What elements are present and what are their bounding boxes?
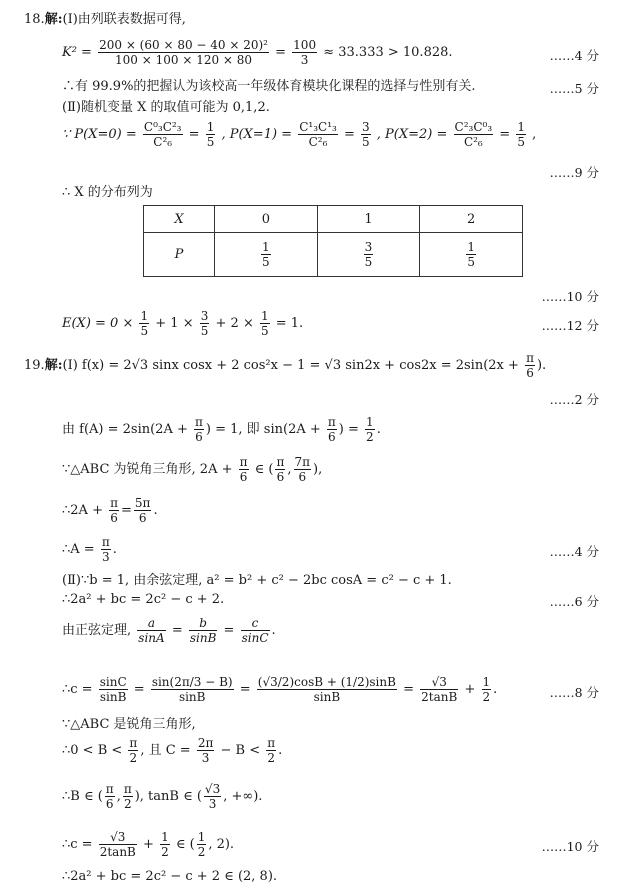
- score-mark: ……6 分: [549, 594, 599, 609]
- denominator: sinB: [257, 689, 397, 704]
- numerator: 1: [140, 309, 149, 323]
- k2-numerator: 200 × (60 × 80 − 40 × 20)²: [99, 38, 268, 52]
- numerator: 5π: [134, 496, 151, 510]
- text: ) = 1, 即 sin(2A +: [205, 422, 321, 437]
- text: , +∞).: [223, 789, 263, 804]
- conclusion-line: ∴有 99.9%的把握认为该校高一年级体育模块化课程的选择与性别有关.: [62, 79, 476, 94]
- numerator: π: [129, 736, 138, 750]
- score-mark: ……2 分: [549, 392, 599, 407]
- step-line: ∴2a² + bc = 2c² − c + 2 ∈ (2, 8).: [62, 869, 278, 884]
- text: ∈ (: [175, 837, 195, 852]
- plus: +: [464, 682, 476, 697]
- fraction: [123, 782, 133, 811]
- numerator: 1: [262, 240, 270, 254]
- table-cell: [215, 233, 318, 277]
- denominator: 6: [134, 510, 152, 525]
- text: ∴B ∈ (: [62, 789, 103, 804]
- k2-denominator: 100 × 100 × 120 × 80: [98, 52, 269, 67]
- denominator: 2: [482, 690, 491, 704]
- text: ∴A =: [62, 542, 95, 557]
- numerator: 1: [467, 240, 475, 254]
- numerator: π: [110, 496, 118, 510]
- text: ), tanB ∈ (: [134, 789, 202, 804]
- denominator: 5: [260, 324, 269, 338]
- denominator: 3: [292, 52, 317, 67]
- step-line: [62, 616, 276, 646]
- text: ∴c =: [62, 837, 93, 852]
- denominator: C²₆: [298, 134, 338, 149]
- denominator: 3: [197, 750, 215, 765]
- fraction: [525, 351, 535, 380]
- score-mark: ……5 分: [549, 81, 599, 96]
- numerator: 3: [200, 309, 209, 323]
- denominator: 5: [362, 135, 370, 149]
- distribution-table: [143, 205, 523, 277]
- table-cell: 0: [215, 206, 318, 233]
- fraction: [160, 830, 170, 859]
- numerator: b: [199, 616, 207, 630]
- text: , 且 C =: [140, 743, 191, 758]
- p0-lhs: ∵ P(X=0) =: [62, 127, 137, 142]
- table-cell: [420, 233, 523, 277]
- denominator: sinC: [241, 631, 269, 645]
- denominator: 2: [161, 845, 169, 859]
- numerator: 2π: [197, 736, 214, 750]
- text: ∵△ABC 为锐角三角形, 2A +: [62, 462, 233, 477]
- expression-end: ).: [536, 358, 547, 373]
- distribution-caption: ∴ X 的分布列为: [62, 185, 153, 200]
- step-line: [62, 830, 234, 860]
- numerator: 3: [362, 120, 370, 134]
- step-line: [62, 782, 262, 812]
- numerator: √3: [431, 675, 447, 689]
- denominator: C²₆: [143, 134, 183, 149]
- numerator: 100: [293, 38, 317, 52]
- text: ∴0 < B <: [62, 743, 123, 758]
- e-lhs: E(X) = 0 ×: [62, 316, 134, 331]
- denominator: sinB: [189, 631, 217, 645]
- fraction: [294, 455, 312, 484]
- text: .: [153, 503, 158, 518]
- numerator: c: [251, 616, 259, 630]
- text: ) =: [338, 422, 359, 437]
- denominator: 6: [195, 430, 203, 444]
- problem-number: 18.: [24, 12, 45, 27]
- operator: + 1 ×: [155, 316, 194, 331]
- k2-lhs: K² =: [62, 45, 92, 60]
- fraction: [99, 830, 137, 859]
- fraction: [128, 736, 138, 765]
- equals: =: [223, 623, 235, 638]
- fraction: [189, 616, 218, 645]
- text: ∴c =: [62, 682, 93, 697]
- fraction: [257, 675, 397, 704]
- denominator: 5: [467, 255, 475, 269]
- score-mark: ……10 分: [541, 289, 599, 304]
- equals: =: [343, 127, 355, 142]
- fraction: [266, 736, 276, 765]
- denominator: 6: [110, 511, 118, 525]
- fraction: [105, 782, 115, 811]
- numerator: 1: [366, 415, 374, 429]
- denominator: 6: [526, 366, 534, 380]
- denominator: 2: [366, 430, 374, 444]
- table-cell: X: [144, 206, 215, 233]
- fraction: [327, 415, 337, 444]
- problem-18-header: [24, 12, 186, 28]
- numerator: 1: [197, 830, 206, 844]
- p2-lhs: , P(X=2) =: [376, 127, 448, 142]
- fraction: [101, 535, 111, 564]
- denominator: 5: [517, 135, 525, 149]
- fraction: [241, 616, 270, 645]
- part-2-intro: (Ⅱ)随机变量 X 的取值可能为 0,1,2.: [62, 100, 270, 115]
- fraction: [364, 240, 374, 269]
- denominator: 2: [197, 845, 206, 859]
- comma: ,: [532, 127, 537, 142]
- score-mark: ……8 分: [549, 685, 599, 700]
- fraction: [261, 240, 271, 269]
- numerator: π: [123, 782, 132, 796]
- fraction: [200, 309, 210, 338]
- numerator: 1: [260, 309, 269, 323]
- plus: +: [143, 837, 154, 852]
- text: .: [493, 682, 498, 697]
- score-mark: ……4 分: [549, 48, 599, 63]
- probability-line: [62, 120, 536, 150]
- equals: =: [133, 682, 145, 697]
- equals: =: [239, 682, 251, 697]
- denominator: 5: [140, 324, 149, 338]
- text: =: [121, 503, 132, 518]
- solution-label: 解:: [44, 12, 63, 27]
- fraction: [197, 830, 207, 859]
- numerator: sinC: [99, 675, 127, 689]
- fraction: [239, 455, 249, 484]
- equals: =: [403, 682, 414, 697]
- table-cell: [317, 233, 420, 277]
- numerator: 7π: [294, 455, 311, 469]
- p1-lhs: , P(X=1) =: [221, 127, 293, 142]
- step-line: [62, 670, 497, 710]
- fraction: [298, 120, 338, 149]
- fraction: [134, 496, 152, 525]
- k2-value-fraction: [292, 38, 317, 67]
- step-line: ∴2a² + bc = 2c² − c + 2.: [62, 592, 225, 607]
- text: ),: [313, 462, 323, 477]
- score-mark: ……9 分: [549, 165, 599, 180]
- denominator: 6: [105, 797, 114, 811]
- numerator: C²₃C⁰₃: [454, 120, 493, 134]
- fraction: [361, 120, 371, 149]
- numerator: (√3/2)cosB + (1/2)sinB: [257, 675, 396, 689]
- denominator: C²₆: [454, 134, 494, 149]
- numerator: π: [195, 415, 203, 429]
- numerator: 1: [161, 830, 169, 844]
- text: 由正弦定理,: [62, 623, 132, 638]
- numerator: a: [147, 616, 156, 630]
- fraction: [420, 675, 458, 704]
- step-line: ∵△ABC 是锐角三角形,: [62, 717, 196, 732]
- fraction: [99, 675, 128, 704]
- chi-square-formula: [62, 38, 453, 67]
- text: ,: [116, 789, 121, 804]
- score-mark: ……12 分: [541, 318, 599, 333]
- text: , 2).: [208, 837, 235, 852]
- fraction: [466, 240, 476, 269]
- expression: (Ⅰ) f(x) = 2√3 sinx cosx + 2 cos²x − 1 = √3 sin2x + cos2x = 2sin(2x +: [62, 358, 519, 373]
- fraction: [482, 675, 492, 704]
- expectation-line: [62, 309, 303, 339]
- equals: =: [171, 623, 183, 638]
- numerator: π: [239, 455, 248, 469]
- fraction: [454, 120, 494, 149]
- denominator: sinB: [151, 689, 234, 704]
- step-line: [62, 535, 117, 565]
- text: − B <: [220, 743, 261, 758]
- problem-19-line-1: [24, 351, 546, 381]
- fraction: [260, 309, 270, 338]
- k2-fraction: [98, 38, 269, 67]
- step-line: [62, 455, 322, 485]
- score-mark: ……4 分: [549, 544, 599, 559]
- equals: =: [188, 127, 200, 142]
- k2-result: ≈ 33.333 > 10.828.: [323, 45, 453, 60]
- text: ,: [287, 462, 292, 477]
- text: .: [278, 743, 283, 758]
- table-cell: 2: [420, 206, 523, 233]
- fraction: [204, 782, 221, 811]
- result: = 1.: [275, 316, 304, 331]
- fraction: [206, 120, 216, 149]
- step-line: (Ⅱ)∵b = 1, 由余弦定理, a² = b² + c² − 2bc cosA = c² − c + 1.: [62, 573, 452, 588]
- fraction: [151, 675, 234, 704]
- denominator: 2: [129, 751, 138, 765]
- numerator: π: [101, 535, 110, 549]
- numerator: 1: [206, 120, 215, 134]
- denominator: 2tanB: [99, 845, 136, 859]
- step-line: [62, 736, 282, 766]
- step-line: [62, 415, 381, 445]
- denominator: 5: [262, 255, 270, 269]
- numerator: π: [105, 782, 114, 796]
- step-line: [62, 496, 158, 526]
- numerator: √3: [110, 830, 126, 844]
- table-cell: P: [144, 233, 215, 277]
- denominator: 6: [328, 430, 336, 444]
- denominator: 3: [101, 550, 110, 564]
- text: .: [112, 542, 117, 557]
- table-header-row: [144, 206, 523, 233]
- fraction: [109, 496, 119, 525]
- numerator: π: [327, 415, 336, 429]
- numerator: C¹₃C¹₃: [299, 120, 337, 134]
- fraction: [275, 455, 285, 484]
- problem-number: 19.: [24, 358, 45, 373]
- numerator: 1: [517, 120, 525, 134]
- denominator: 5: [200, 324, 209, 338]
- text: .: [271, 623, 276, 638]
- denominator: 6: [294, 469, 312, 484]
- fraction: [197, 736, 215, 765]
- table-cell: 1: [317, 206, 420, 233]
- fraction: [516, 120, 526, 149]
- denominator: 2tanB: [421, 690, 458, 704]
- numerator: π: [276, 455, 285, 469]
- text: ∴2A +: [62, 503, 103, 518]
- denominator: sinA: [138, 631, 165, 645]
- denominator: sinB: [99, 690, 127, 704]
- text: 由 f(A) = 2sin(2A +: [62, 422, 188, 437]
- fraction: [194, 415, 204, 444]
- solution-label: 解:: [44, 358, 63, 373]
- denominator: 5: [364, 255, 373, 269]
- denominator: 5: [206, 135, 215, 149]
- text: ∈ (: [254, 462, 274, 477]
- denominator: 3: [204, 796, 221, 811]
- numerator: 3: [364, 240, 373, 254]
- fraction: [365, 415, 375, 444]
- numerator: π: [267, 736, 276, 750]
- text: .: [376, 422, 381, 437]
- numerator: C⁰₃C²₃: [143, 120, 182, 134]
- part-1-intro: (Ⅰ)由列联表数据可得,: [62, 12, 186, 27]
- fraction: [143, 120, 183, 149]
- fraction: [137, 616, 165, 645]
- equals: =: [275, 45, 287, 60]
- denominator: 6: [276, 470, 285, 484]
- operator: + 2 ×: [215, 316, 254, 331]
- table-row: [144, 233, 523, 277]
- denominator: 2: [267, 751, 276, 765]
- score-mark: ……10 分: [541, 839, 599, 854]
- denominator: 6: [239, 470, 248, 484]
- numerator: 1: [482, 675, 491, 689]
- denominator: 2: [123, 797, 132, 811]
- numerator: √3: [204, 782, 221, 796]
- equals: =: [499, 127, 511, 142]
- fraction: [139, 309, 149, 338]
- numerator: π: [526, 351, 534, 365]
- numerator: sin(2π/3 − B): [151, 675, 233, 689]
